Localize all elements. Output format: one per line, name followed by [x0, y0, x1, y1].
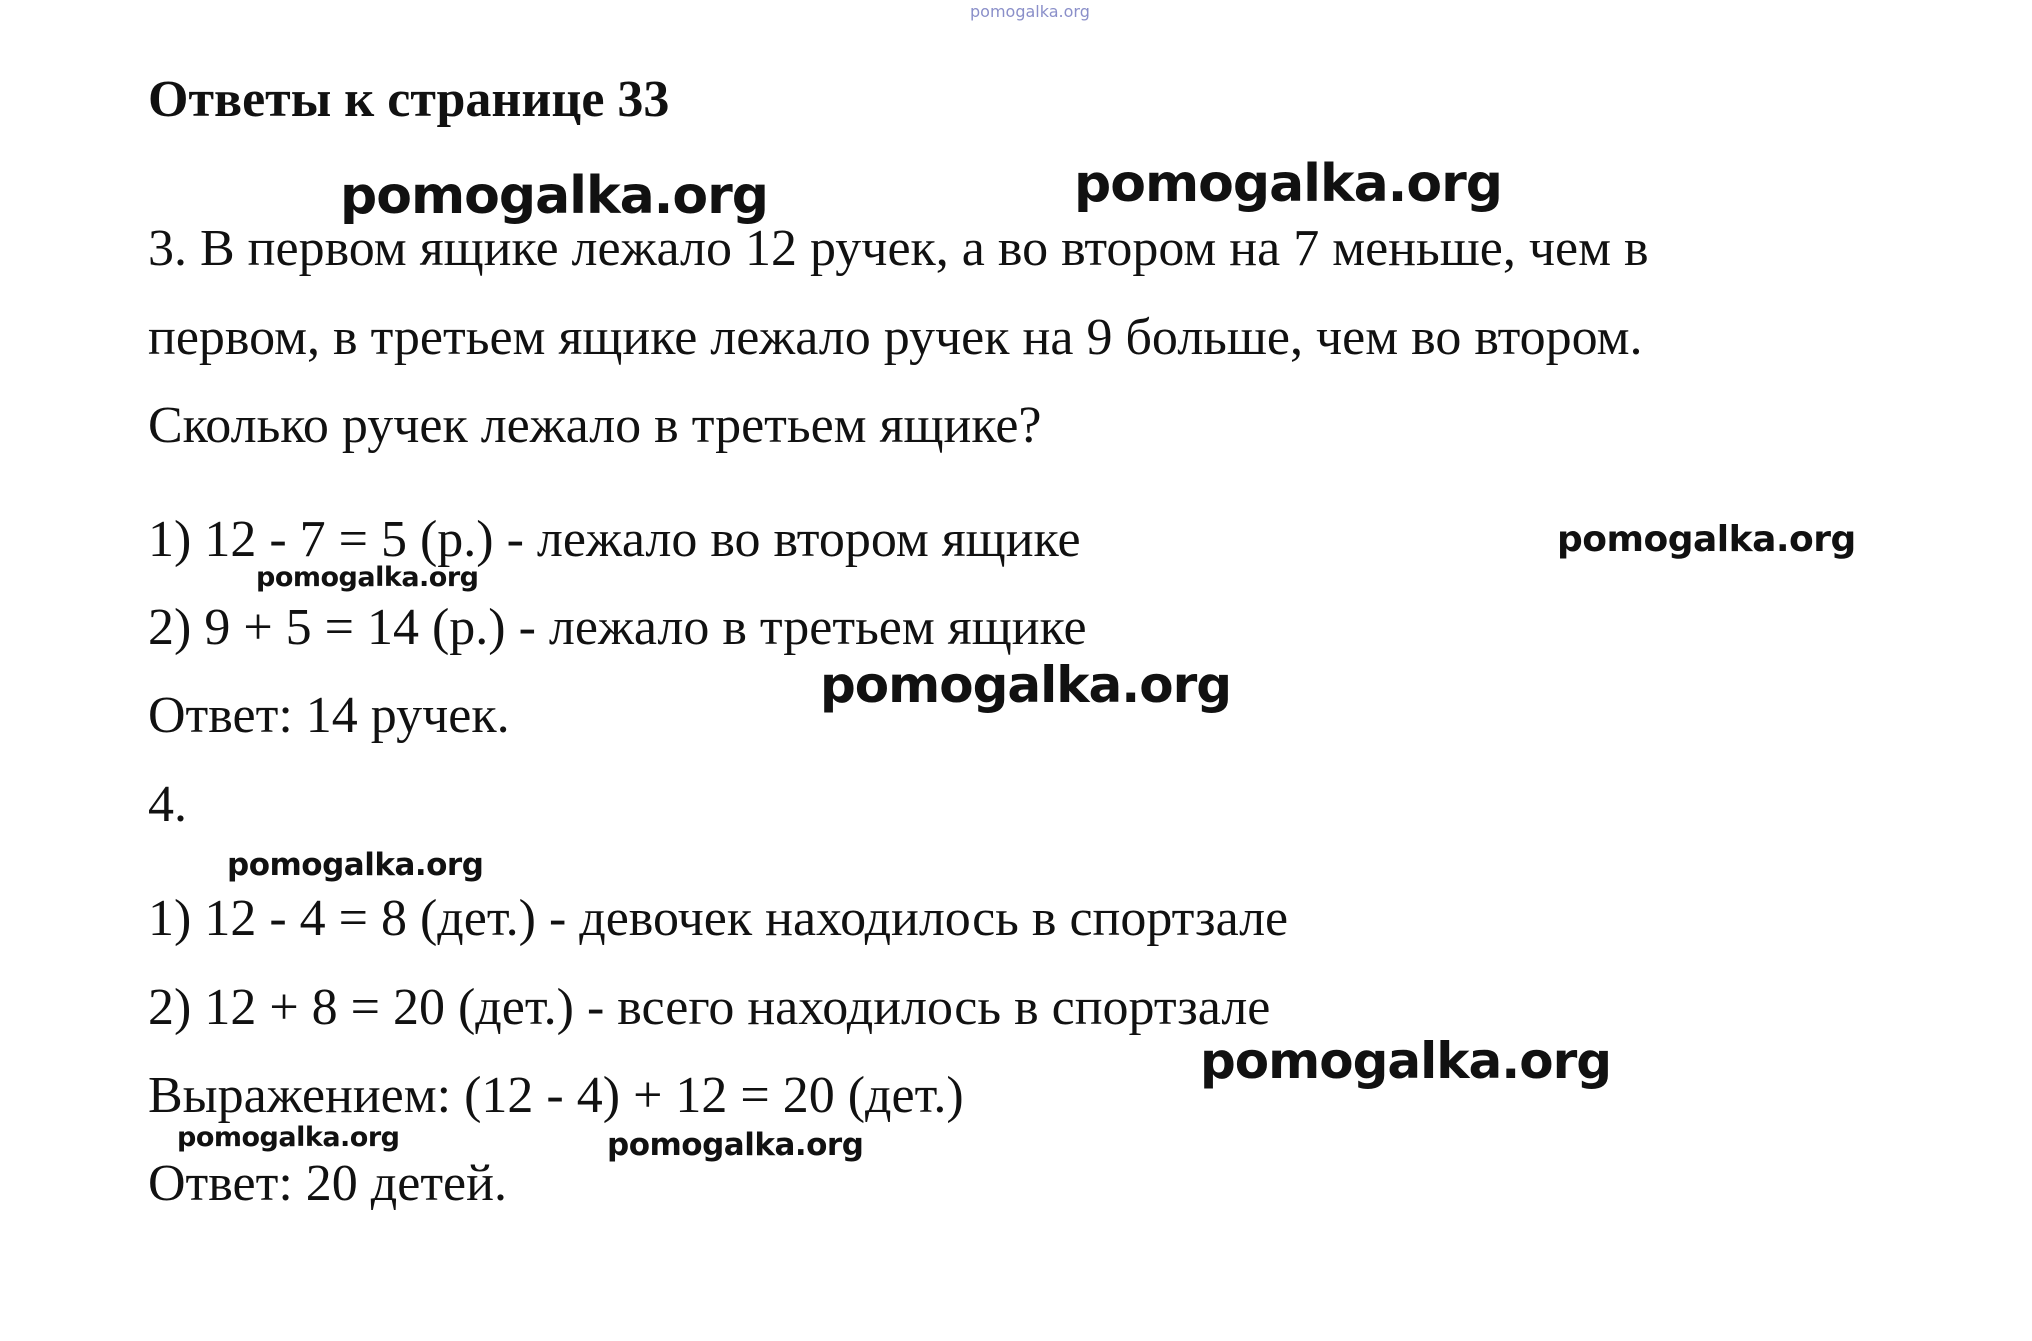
task3-text-line-2: первом, в третьем ящике лежало ручек на 9 больше, чем во втором.: [148, 309, 1643, 366]
watermark: pomogalka.org: [256, 562, 479, 593]
task3-step-1: 1) 12 - 7 = 5 (р.) - лежало во втором ящике: [148, 511, 1081, 568]
task3-step-2: 2) 9 + 5 = 14 (р.) - лежало в третьем ящике: [148, 599, 1087, 656]
task4-number: 4.: [148, 776, 187, 833]
task3-answer: Ответ: 14 ручек.: [148, 687, 510, 744]
task3-text-line-1: 3. В первом ящике лежало 12 ручек, а во втором на 7 меньше, чем в: [148, 220, 1649, 277]
watermark: pomogalka.org: [177, 1122, 400, 1153]
task4-step-2: 2) 12 + 8 = 20 (дет.) - всего находилось в спортзале: [148, 979, 1271, 1036]
page-title: Ответы к странице 33: [148, 71, 670, 128]
watermark: pomogalka.org: [227, 847, 484, 883]
watermark: pomogalka.org: [1200, 1032, 1612, 1090]
task3-text-line-3: Сколько ручек лежало в третьем ящике?: [148, 397, 1042, 454]
watermark: pomogalka.org: [607, 1127, 864, 1163]
task4-expression: Выражением: (12 - 4) + 12 = 20 (дет.): [148, 1067, 964, 1124]
watermark: pomogalka.org: [1074, 154, 1503, 214]
task4-answer: Ответ: 20 детей.: [148, 1155, 507, 1212]
watermark: pomogalka.org: [1557, 519, 1856, 560]
task4-step-1: 1) 12 - 4 = 8 (дет.) - девочек находилось в спортзале: [148, 890, 1289, 947]
watermark: pomogalka.org: [340, 166, 769, 226]
watermark: pomogalka.org: [820, 656, 1232, 714]
site-mark: pomogalka.org: [970, 2, 1090, 21]
